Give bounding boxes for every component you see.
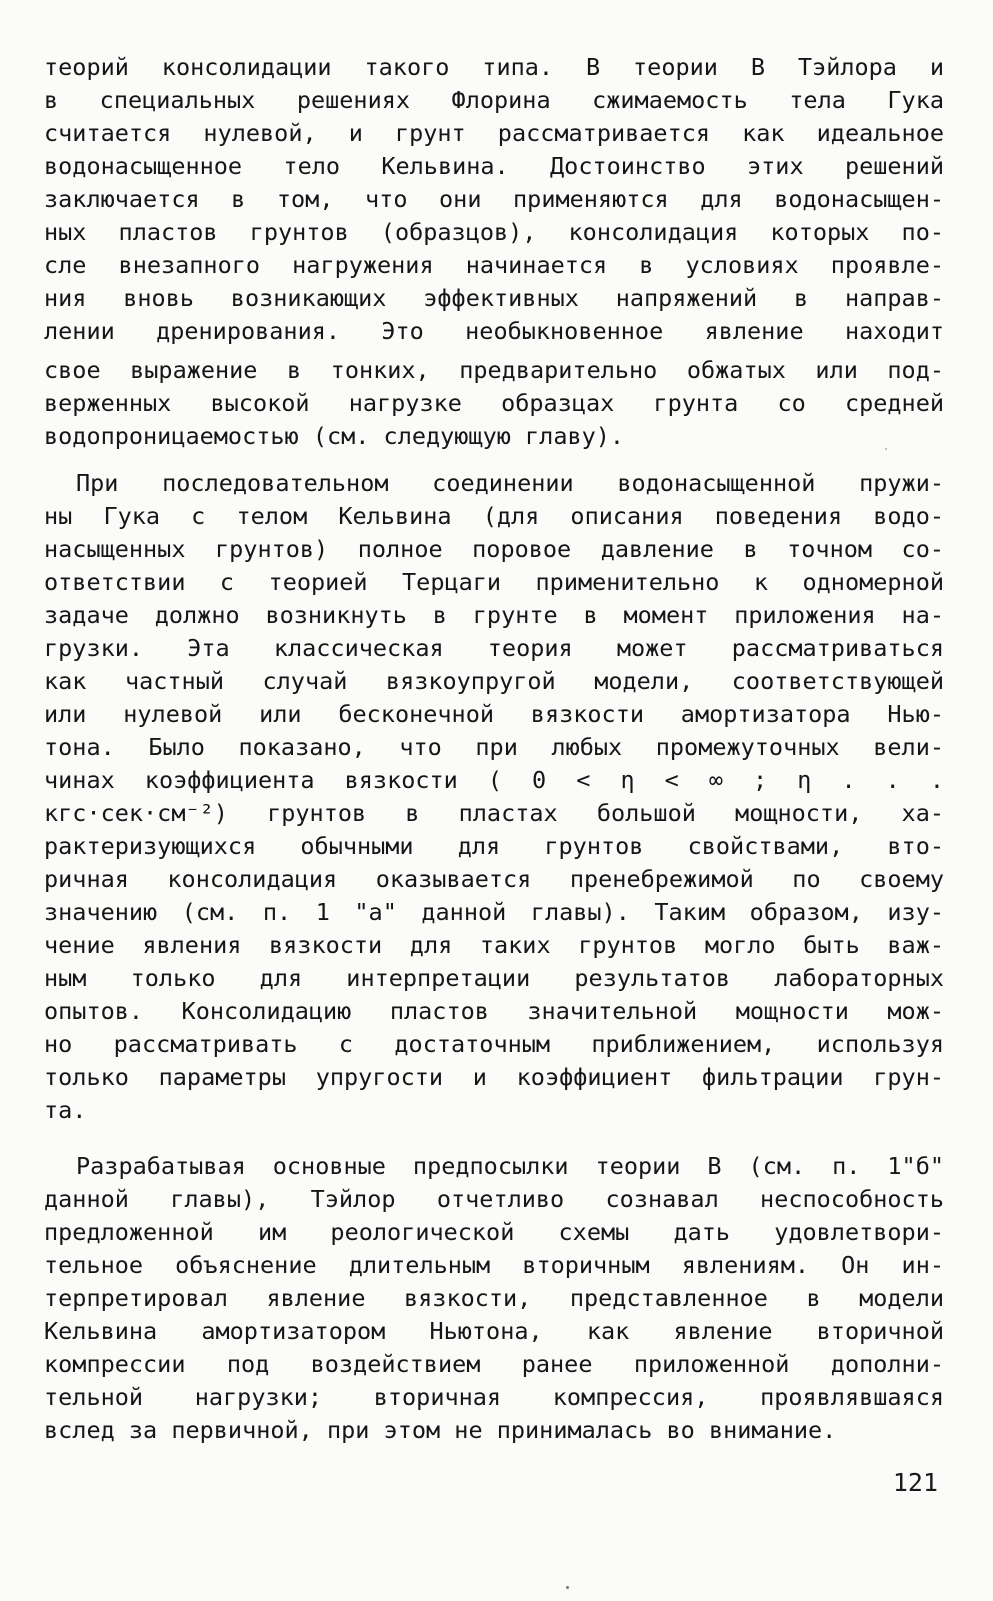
text-line: ны Гука с телом Кельвина (для описания поведения водо- xyxy=(44,502,944,530)
text-line: верженных высокой нагрузке образцах грунта со средней xyxy=(44,389,944,417)
text-line: чение явления вязкости для таких грунтов могло быть важ- xyxy=(44,931,944,959)
text-line: лении дренирования. Это необыкновенное явление находит xyxy=(44,317,944,345)
text-line: теорий консолидации такого типа. В теории B Тэйлора и xyxy=(44,53,944,81)
text-line: ным только для интерпретации результатов лабораторных xyxy=(44,964,944,992)
text-line: тона. Было показано, что при любых промежуточных вели- xyxy=(44,733,944,761)
scan-speck xyxy=(566,1586,569,1589)
text-line: кгс·сек·см⁻²) грунтов в пластах большой мощности, ха- xyxy=(44,799,944,827)
text-line: тельное объяснение длительным вторичным явлениям. Он ин- xyxy=(44,1251,944,1279)
text-line: ния вновь возникающих эффективных напряжений в направ- xyxy=(44,284,944,312)
text-line: в специальных решениях Флорина сжимаемость тела Гука xyxy=(44,86,944,114)
text-line: или нулевой или бесконечной вязкости амортизатора Нью- xyxy=(44,700,944,728)
text-line: терпретировал явление вязкости, представленное в модели xyxy=(44,1284,944,1312)
text-line: опытов. Консолидацию пластов значительной мощности мож- xyxy=(44,997,944,1025)
text-line: рактеризующихся обычными для грунтов свойствами, вто- xyxy=(44,832,944,860)
text-line: При последовательном соединении водонасыщенной пружи- xyxy=(76,469,944,497)
text-line: свое выражение в тонких, предварительно обжатых или под- xyxy=(44,356,944,384)
text-line: чинах коэффициента вязкости ( 0 < η < ∞ ; η . . . xyxy=(44,766,944,794)
text-line: водонасыщенное тело Кельвина. Достоинство этих решений xyxy=(44,152,944,180)
text-line: грузки. Эта классическая теория может рассматриваться xyxy=(44,634,944,662)
text-line: ответствии с теорией Терцаги применительно к одномерной xyxy=(44,568,944,596)
text-line: считается нулевой, и грунт рассматривается как идеальное xyxy=(44,119,944,147)
text-line: ричная консолидация оказывается пренебрежимой по своему xyxy=(44,865,944,893)
text-line: вслед за первичной, при этом не принималась во внимание. xyxy=(44,1416,837,1444)
text-line: но рассматривать с достаточным приближением, используя xyxy=(44,1030,944,1058)
scan-speck xyxy=(885,448,887,450)
text-line: Кельвина амортизатором Ньютона, как явление вторичной xyxy=(44,1317,944,1345)
text-line: как частный случай вязкоупругой модели, соответствующей xyxy=(44,667,944,695)
text-line: тельной нагрузки; вторичная компрессия, проявлявшаяся xyxy=(44,1383,944,1411)
text-line: насыщенных грунтов) полное поровое давление в точном со- xyxy=(44,535,944,563)
text-line: компрессии под воздействием ранее приложенной дополни- xyxy=(44,1350,944,1378)
text-line: сле внезапного нагружения начинается в условиях проявле- xyxy=(44,251,944,279)
text-line: данной главы), Тэйлор отчетливо сознавал неспособность xyxy=(44,1185,944,1213)
text-line: задаче должно возникнуть в грунте в момент приложения на- xyxy=(44,601,944,629)
text-line: водопроницаемостью (см. следующую главу). xyxy=(44,422,625,450)
text-line: значению (см. п. 1 "а" данной главы). Таким образом, изу- xyxy=(44,898,944,926)
text-line: только параметры упругости и коэффициент фильтрации грун- xyxy=(44,1063,944,1091)
text-line: предложенной им реологической схемы дать удовлетвори- xyxy=(44,1218,944,1246)
page-number: 121 xyxy=(892,1468,938,1497)
text-line: ных пластов грунтов (образцов), консолидация которых по- xyxy=(44,218,944,246)
text-line: заключается в том, что они применяются для водонасыщен- xyxy=(44,185,944,213)
text-line: та. xyxy=(44,1096,87,1124)
text-line: Разрабатывая основные предпосылки теории B (см. п. 1"б" xyxy=(76,1152,944,1180)
